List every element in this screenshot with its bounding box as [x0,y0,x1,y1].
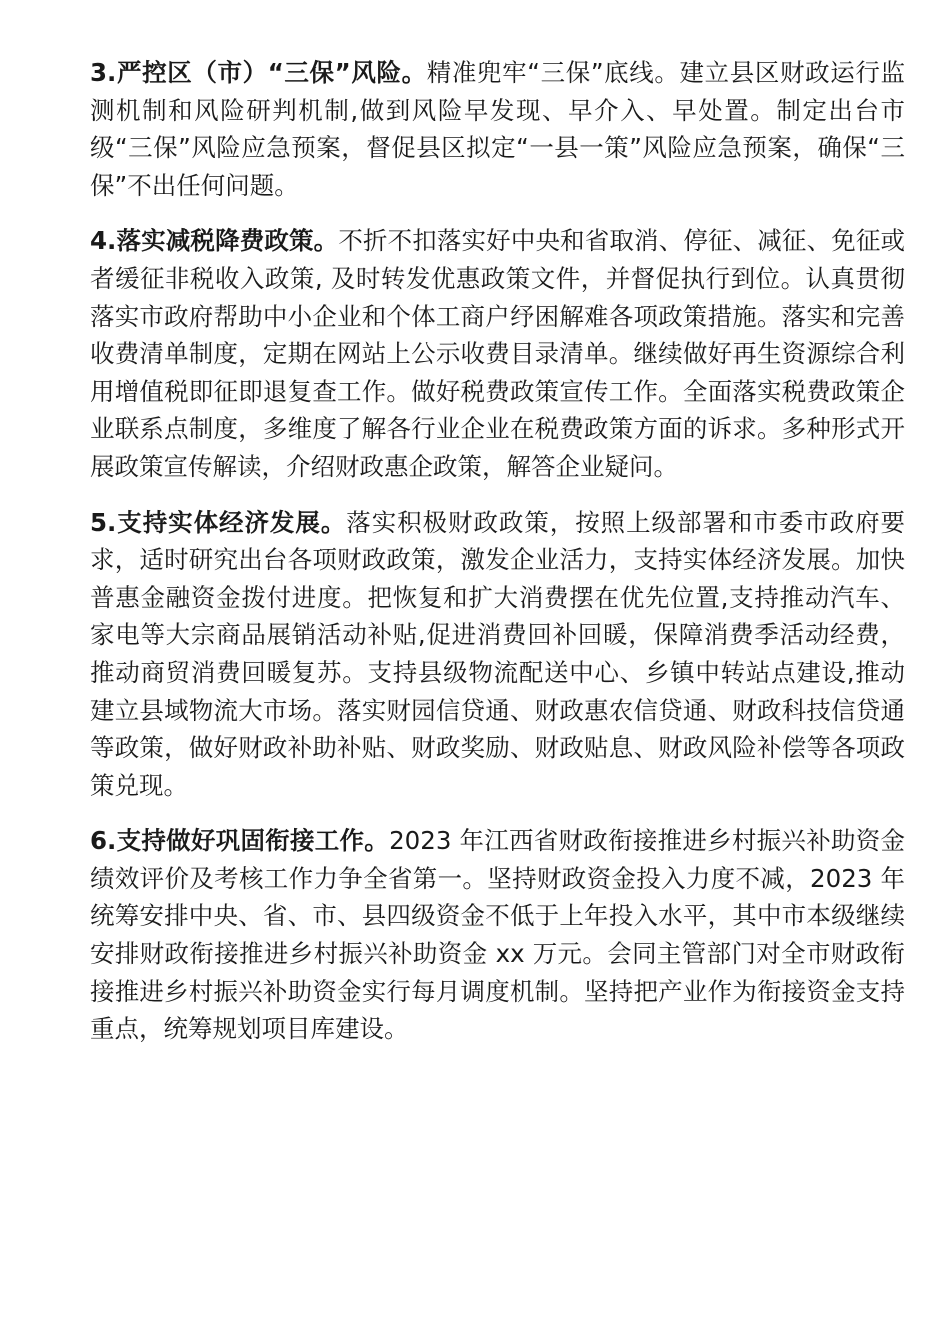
paragraph-body: 不折不扣落实好中央和省取消、停征、减征、免征或者缓征非税收入政策, 及时转发优惠政策文件，并督促执行到位。认真贯彻落实市政府帮助中小企业和个体工商户纾困解难各项政策措施。落实和完善收费清单制度，定期在网站上公示收费目录清单。继续做好再生资源综合利用增值税即征即退复查工作。做好税费政策宣传工作。全面落实税费政策企业联系点制度，多维度了解各行业企业在税费政策方面的诉求。多种形式开展政策宣传解读，介绍财政惠企政策，解答企业疑问。 [90,226,906,481]
paragraph-2 [90,222,905,485]
paragraph-body: 精准兜牢“三保”底线。建立县区财政运行监测机制和风险研判机制,做到风险早发现、早介入、早处置。制定出台市级“三保”风险应急预案，督促县区拟定“一县一策”风险应急预案，确保“三保”不出任何问题。 [90,58,905,200]
paragraph-3 [90,504,905,805]
document-page [90,54,905,1066]
paragraph-1 [90,54,905,204]
paragraph-heading: 3.严控区（市）“三保”风险。 [90,58,427,87]
paragraph-body: 落实积极财政政策，按照上级部署和市委市政府要求，适时研究出台各项财政政策，激发企业活力，支持实体经济发展。加快普惠金融资金拨付进度。把恢复和扩大消费摆在优先位置,支持推动汽车、家电等大宗商品展销活动补贴,促进消费回补回暖，保障消费季活动经费，推动商贸消费回暖复苏。支持县级物流配送中心、乡镇中转站点建设,推动建立县域物流大市场。落实财园信贷通、财政惠农信贷通、财政科技信贷通等政策，做好财政补助补贴、财政奖励、财政贴息、财政风险补偿等各项政策兑现。 [90,507,906,800]
paragraph-heading: 4.落实减税降费政策。 [90,226,339,256]
paragraph-4 [90,822,905,1048]
paragraph-heading: 5.支持实体经济发展。 [90,507,347,537]
paragraph-body: 2023 年江西省财政衔接推进乡村振兴补助资金绩效评价及考核工作力争全省第一。坚持财政资金投入力度不减，2023 年统筹安排中央、省、市、县四级资金不低于上年投入水平，其中市本级继续安排财政衔接推进乡村振兴补助资金 xx 万元。会同主管部门对全市财政衔接推进乡村振兴补助资金实行每月调度机制。坚持把产业作为衔接资金支持重点，统筹规划项目库建设。 [90,826,905,1044]
paragraph-heading: 6.支持做好巩固衔接工作。 [90,826,390,856]
